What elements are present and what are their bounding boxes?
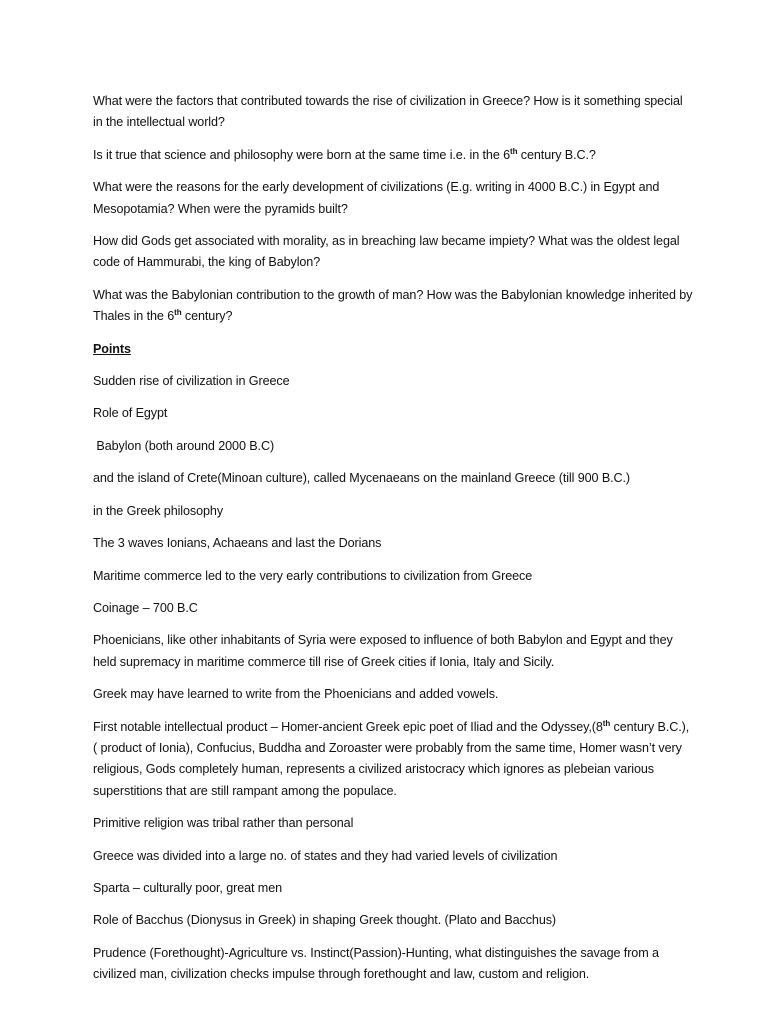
point-text: Maritime commerce led to the very early contributions to civilization from Greece	[93, 568, 533, 583]
question-paragraph	[93, 231, 693, 274]
question-text: century B.C.?	[517, 147, 596, 162]
question-text: What were the factors that contributed towards the rise of civilization in Greece? How is it something special in the intellectual world?	[93, 94, 683, 130]
point-paragraph	[93, 436, 693, 457]
question-paragraph	[93, 145, 693, 166]
ordinal-superscript: th	[510, 146, 518, 156]
point-paragraph	[93, 501, 693, 522]
point-text: century B.C.), ( product of Ionia), Confucius, Buddha and Zoroaster were probably from the same time, Homer wasn’t very religious, Gods completely human, represents a civilized aristocracy which ignores as plebeian various superstitions that are still rampant among the populace.	[93, 719, 690, 798]
point-text: Prudence (Forethought)-Agriculture vs. Instinct(Passion)-Hunting, what distinguishes the savage from a civilized man, civilization checks impulse through forethought and law, custom and religion.	[93, 945, 659, 982]
point-paragraph	[93, 468, 693, 489]
question-paragraph	[93, 285, 693, 328]
ordinal-superscript: th	[174, 308, 182, 318]
point-paragraph	[93, 566, 693, 587]
point-paragraph	[93, 598, 693, 619]
point-text: and the island of Crete(Minoan culture), called Mycenaeans on the mainland Greece (till 900 B.C.)	[93, 471, 631, 486]
question-text: century?	[181, 309, 233, 324]
point-text: The 3 waves Ionians, Achaeans and last the Dorians	[93, 536, 382, 551]
point-text: Greek may have learned to write from the Phoenicians and added vowels.	[93, 687, 499, 702]
point-text: Babylon (both around 2000 B.C)	[93, 438, 275, 453]
point-text: First notable intellectual product – Homer-ancient Greek epic poet of Iliad and the Odyssey,(8	[93, 719, 603, 734]
point-paragraph	[93, 813, 693, 834]
ordinal-superscript: th	[602, 718, 611, 728]
question-text: What were the reasons for the early development of civilizations (E.g. writing in 4000 B.C.) in Egypt and Mesopotamia? When were the pyramids built?	[93, 180, 660, 216]
question-text: What was the Babylonian contribution to the growth of man? How was the Babylonian knowledge inherited by Thales in the 6	[93, 287, 693, 324]
point-paragraph	[93, 684, 693, 705]
question-paragraph	[93, 177, 693, 220]
points-heading: Points	[93, 341, 131, 356]
point-paragraph	[93, 533, 693, 554]
point-paragraph	[93, 630, 693, 673]
point-paragraph	[93, 403, 693, 424]
point-paragraph	[93, 910, 693, 931]
point-paragraph	[93, 878, 693, 899]
point-paragraph	[93, 371, 693, 392]
point-text: Phoenicians, like other inhabitants of Syria were exposed to influence of both Babylon and Egypt and they held supremacy in maritime commerce till rise of Greek cities if Ionia, Italy and Sicily.	[93, 633, 673, 669]
point-text: Role of Bacchus (Dionysus in Greek) in shaping Greek thought. (Plato and Bacchus)	[93, 913, 557, 928]
point-text: Greece was divided into a large no. of states and they had varied levels of civilization	[93, 848, 558, 863]
point-text: in the Greek philosophy	[93, 503, 224, 518]
point-text: Sparta – culturally poor, great men	[93, 880, 283, 895]
point-paragraph	[93, 717, 693, 803]
point-text: Coinage – 700 B.C	[93, 600, 198, 615]
question-paragraph	[93, 91, 693, 134]
point-text: Sudden rise of civilization in Greece	[93, 374, 290, 389]
point-text: Role of Egypt	[93, 406, 168, 421]
question-text: Is it true that science and philosophy were born at the same time i.e. in the 6	[93, 147, 511, 162]
point-text: Primitive religion was tribal rather than personal	[93, 816, 354, 831]
question-text: How did Gods get associated with morality, as in breaching law became impiety? What was the oldest legal code of Hammurabi, the king of Babylon?	[93, 234, 680, 270]
point-paragraph	[93, 846, 693, 867]
document-body	[93, 91, 693, 997]
point-paragraph	[93, 943, 693, 986]
